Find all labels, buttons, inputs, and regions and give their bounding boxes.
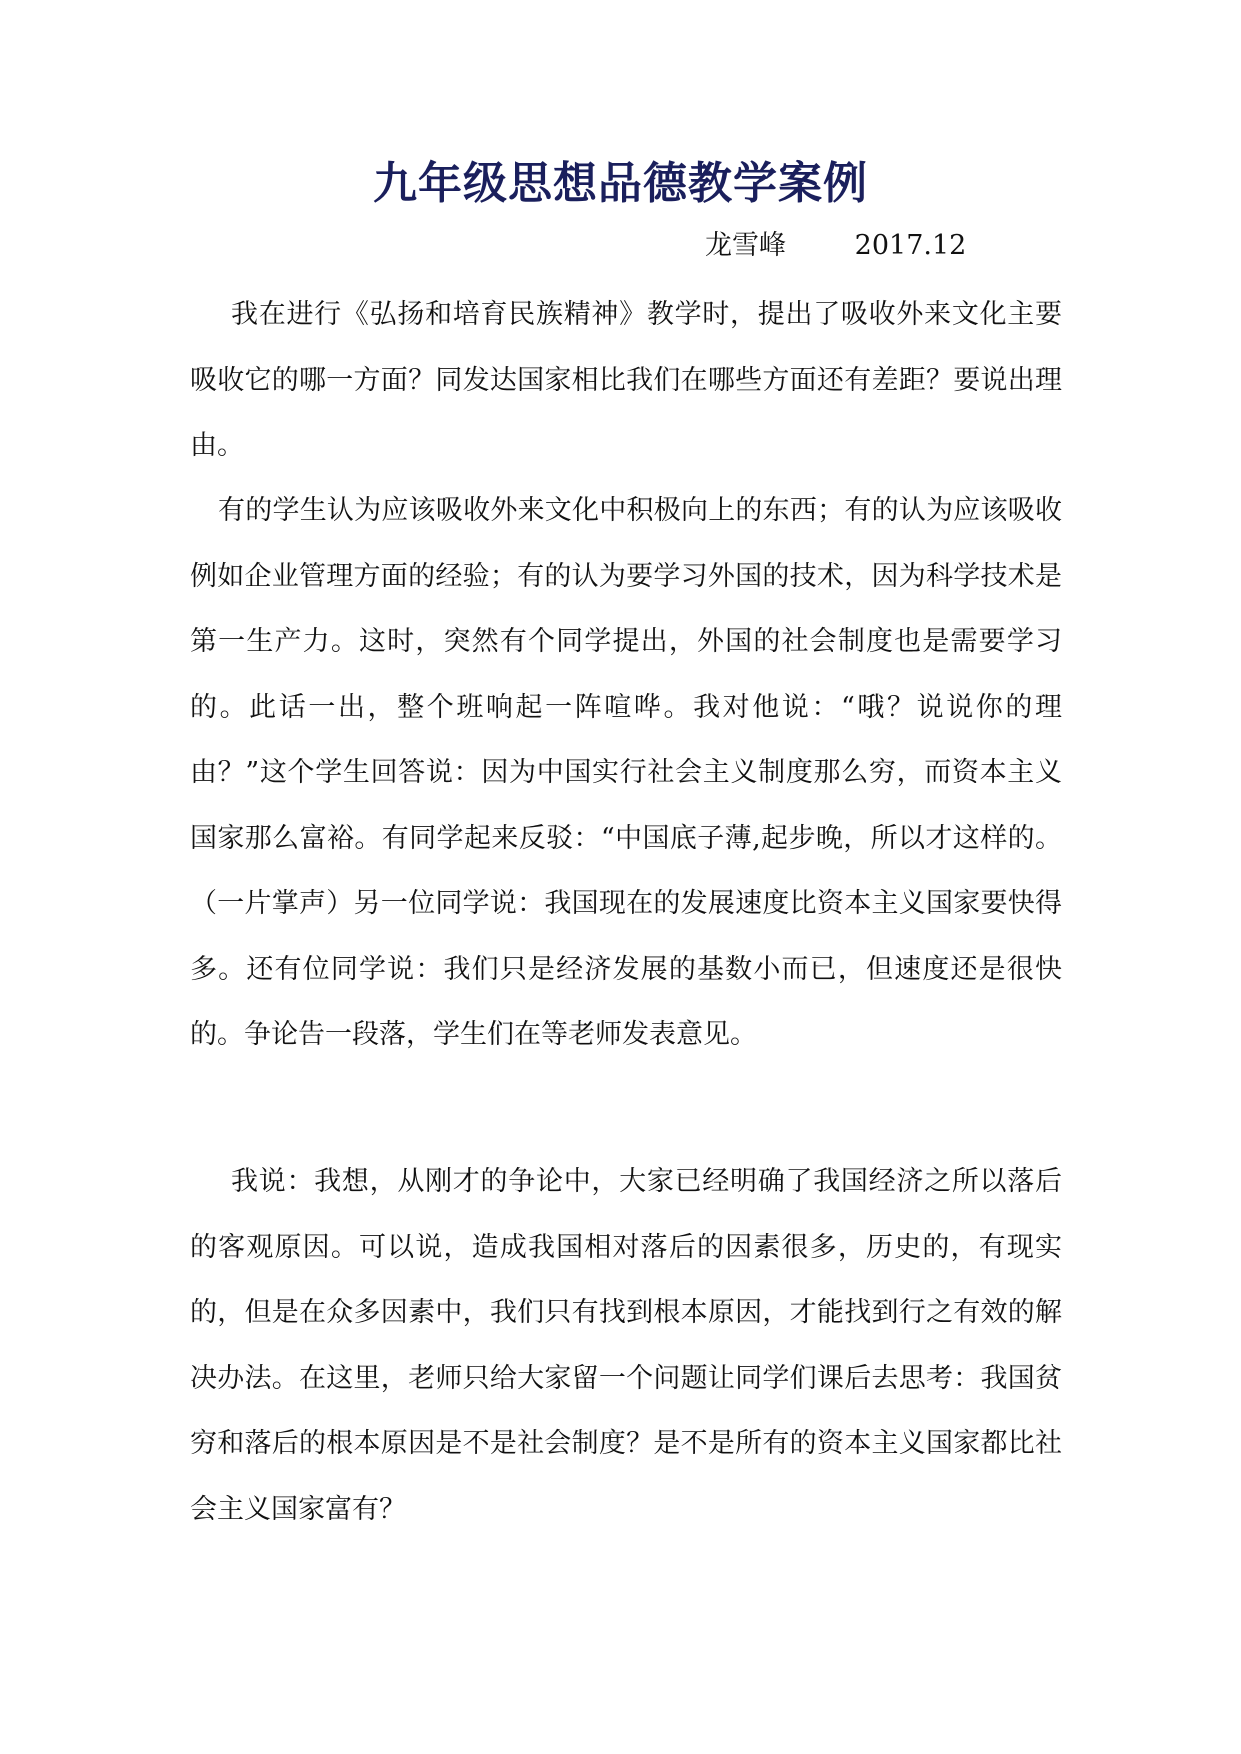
paragraph-1: 我在进行《弘扬和培育民族精神》教学时，提出了吸收外来文化主要吸收它的哪一方面？同发达国家相比我们在哪些方面还有差距？要说出理由。 xyxy=(190,299,1062,461)
paragraph-3: 我说：我想，从刚才的争论中，大家已经明确了我国经济之所以落后的客观原因。可以说，造成我国相对落后的因素很多，历史的，有现实的，但是在众多因素中，我们只有找到根本原因，才能找到行之有效的解决办法。在这里，老师只给大家留一个问题让同学们课后去思考：我国贫穷和落后的根本原因是不是社会制度？是不是所有的资本主义国家都比社会主义国家富有？ xyxy=(190,1166,1062,1525)
author-name: 龙雪峰 xyxy=(705,230,786,261)
paragraph-2: 有的学生认为应该吸收外来文化中积极向上的东西；有的认为应该吸收例如企业管理方面的经验；有的认为要学习外国的技术，因为科学技术是第一生产力。这时，突然有个同学提出，外国的社会制度也是需要学习的。此话一出，整个班响起一阵喧哗。我对他说：“哦？说说你的理由？”这个学生回答说：因为中国实行社会主义制度那么穷，而资本主义国家那么富裕。有同学起来反驳：“中国底子薄,起步晚，所以才这样的。（一片掌声）另一位同学说：我国现在的发展速度比资本主义国家要快得多。还有位同学说：我们只是经济发展的基数小而已，但速度还是很快的。争论告一段落，学生们在等老师发表意见。 xyxy=(190,495,1062,1050)
document-date: 2017.12 xyxy=(854,230,967,261)
document-title: 九年级思想品德教学案例 xyxy=(373,158,868,209)
byline xyxy=(705,226,966,266)
